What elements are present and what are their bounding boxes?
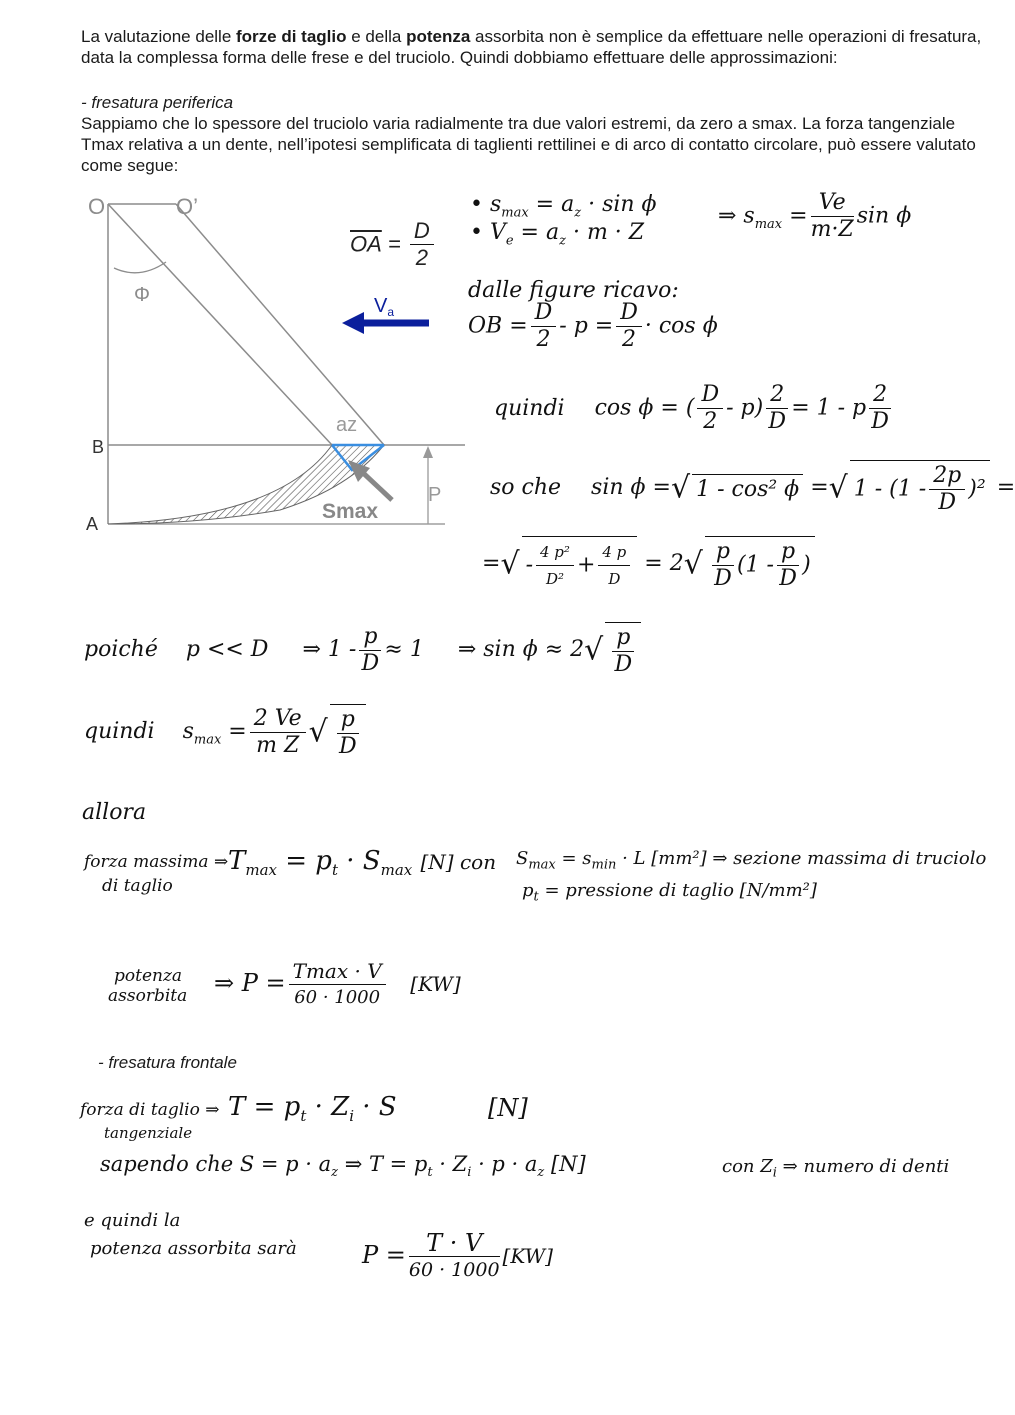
bold-forze: forze di taglio <box>236 27 347 46</box>
smax-section: $S_{max} = s_{min} \cdot L$ [mm²] ⇒ sezione massima di truciolo <box>516 848 987 873</box>
potenza-assorbita: potenza assorbita sarà <box>90 1238 297 1259</box>
section-heading-periferica: - fresatura periferica <box>81 93 234 112</box>
va-arrow-head <box>342 312 364 334</box>
oa-formula: $\overline{OA}$ = $\frac{D}{2}$ <box>350 218 437 271</box>
ft-label-1: forza di taglio ⇒ <box>80 1100 220 1120</box>
section-heading-frontale: - fresatura frontale <box>98 1053 237 1072</box>
label-smax: Smax <box>322 500 379 523</box>
label-b: B <box>92 437 105 457</box>
smax-final: quindi $s_{max}$ = $\frac{2 Ve}{\text{m Z}}$ √ $\frac{p}{D}$ <box>84 704 366 760</box>
intro-paragraph: La valutazione delle forze di taglio e della potenza assorbita non è semplice da effettuare nelle operazioni di fresatura, data la complessa forma delle frese e del truciolo. Quindi dobbiamo effettuare delle approssimazioni: <box>81 27 982 67</box>
label-phi: Φ <box>134 284 150 306</box>
forza-label-1: forza massima ⇒ <box>84 852 229 872</box>
label-p: P <box>428 484 442 506</box>
poiche-line: poiché p << D ⇒ 1 - $\frac{p}{D}$ ≈ 1 ⇒ sin ϕ ≈ 2√ $\frac{p}{D}$ <box>84 622 641 678</box>
potenza-label-1: potenza <box>114 966 183 986</box>
section-body-periferica: Sappiamo che lo spessore del truciolo varia radialmente tra due valori estremi, da zero a smax. La forza tangenziale Tmax relativa a un dente, nell’ipotesi semplificata di taglienti rettilinei e di arco di contatto circolare, può essere valutato come segue: <box>81 114 976 175</box>
label-o: O <box>88 194 106 219</box>
label-az: az <box>336 414 358 436</box>
phi-arc <box>114 262 166 273</box>
ob-formula: OB = $\frac{D}{2}$ - p = $\frac{D}{2}$ · cos ϕ <box>468 300 718 352</box>
cos-formula: quindi cos ϕ = ( $\frac{D}{2}$ - p) $\frac{2}{D}$ = 1 - p $\frac{2}{D}$ <box>494 382 894 435</box>
smax-arrow-line <box>360 470 392 500</box>
tool-edge-left <box>108 204 332 445</box>
dalle-figure: dalle figure ricavo: <box>468 278 679 303</box>
pt-definition: $p_t$ = pressione di taglio [N/mm²] <box>522 880 817 905</box>
forza-label-2: di taglio <box>102 876 173 896</box>
potenza-label-2: assorbita <box>108 986 188 1006</box>
sapendo-line: sapendo che $S = p \cdot a_z$ ⇒ $T = p_t \cdot Z_i \cdot p \cdot a_z$ [N] <box>100 1152 586 1181</box>
frontale-power-formula: P = $\frac{T \cdot V}{60 \cdot 1000}$ [KW] <box>362 1229 553 1281</box>
con-zi: con $Z_i$ ⇒ numero di denti <box>722 1156 950 1181</box>
potenza-formula: ⇒ P = $\frac{Tmax \cdot V}{60 \cdot 1000}$ [KW] <box>214 959 461 1008</box>
quindi-la: e quindi la <box>84 1210 181 1231</box>
label-va: $V_a$ <box>374 295 395 319</box>
ft-unit: [N] <box>488 1094 528 1122</box>
ft-formula: $T = p_t \cdot Z_i \cdot S$ <box>228 1092 397 1126</box>
ft-label-2: tangenziale <box>104 1124 193 1142</box>
bullet-ve: • $V_e = a_z \cdot m \cdot Z$ <box>470 220 645 249</box>
label-a: A <box>86 514 99 534</box>
sin-formula: so che sin ϕ =√ 1 - cos² ϕ =√ 1 - (1 - $\frac{2p}{D}$ )² = <box>490 460 1015 516</box>
tmax-formula: $T_{max} = p_t \cdot S_{max}$ [N] con <box>228 846 497 880</box>
p-dimension-head <box>423 446 433 458</box>
bullet-smax: • $s_{max} = a_z \cdot \sin \phi$ <box>470 192 657 221</box>
sin-expansion: =√ - $\frac{\text{4 p²}}{\text{D²}}$ + $\frac{4 p}{D}$ = 2√ $\frac{p}{D}$ (1 - $\frac{p}{D}$ ) <box>482 536 815 592</box>
label-o-prime: O’ <box>176 194 198 219</box>
bold-potenza: potenza <box>406 27 471 46</box>
smax-implication: ⇒ $s_{max}$ = $\frac{Ve}{m\cdot Z}$ sin ϕ <box>718 190 912 242</box>
allora: allora <box>82 800 147 825</box>
